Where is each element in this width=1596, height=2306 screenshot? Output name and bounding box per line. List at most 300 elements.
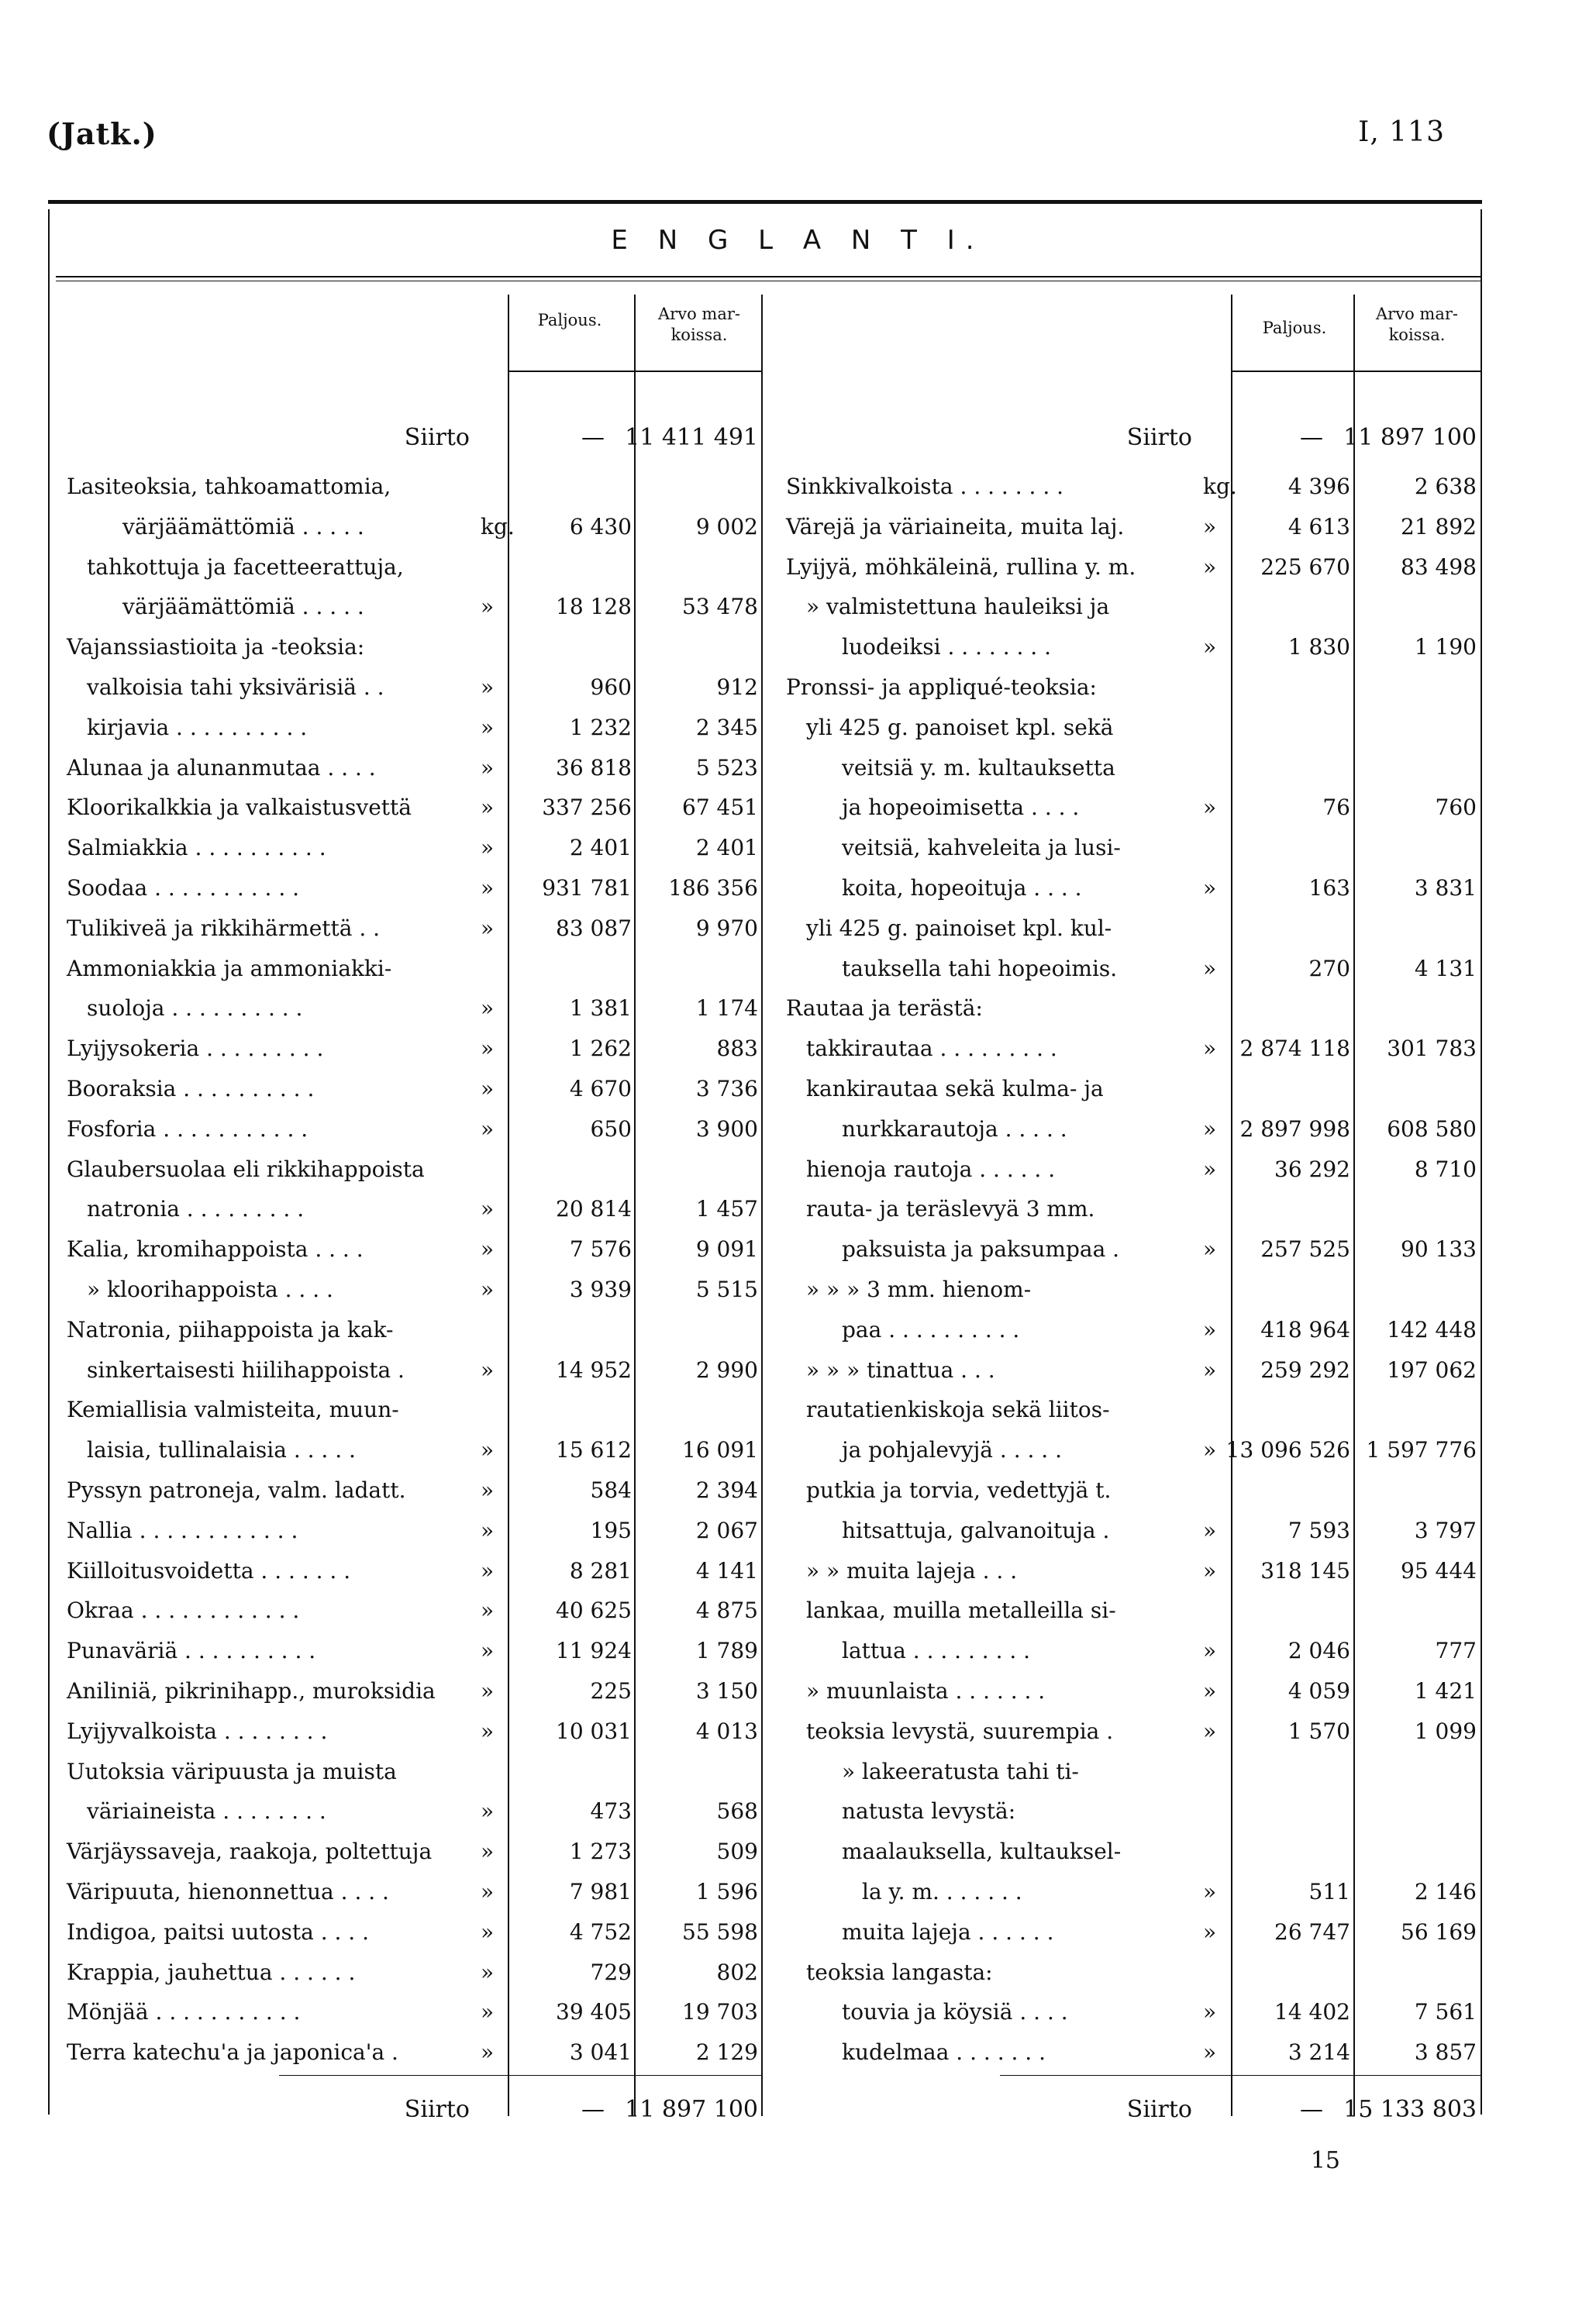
row-label: Alunaa ja alunanmutaa . . . . — [67, 754, 376, 781]
row-label: kirjavia . . . . . . . . . . — [87, 714, 308, 740]
left-table-row — [67, 1953, 758, 1992]
row-unit: » — [1203, 1879, 1217, 1904]
left-carry-in-row — [67, 419, 758, 457]
row-label: Natronia, piihappoista ja kak- — [67, 1316, 394, 1343]
right-table-row — [786, 1792, 1477, 1831]
left-table-row — [67, 467, 758, 506]
row-quantity: 4 396 — [1287, 474, 1350, 499]
right-table-row — [786, 1832, 1477, 1871]
row-quantity: 4 670 — [569, 1076, 632, 1101]
row-label: Fosforia . . . . . . . . . . . — [67, 1115, 309, 1142]
right-table-row — [786, 548, 1477, 587]
row-quantity: 259 292 — [1260, 1356, 1350, 1383]
row-value: 3 831 — [1414, 875, 1477, 901]
row-value: 56 169 — [1401, 1918, 1477, 1945]
right-table-row — [786, 869, 1477, 908]
row-label: Lasiteoksia, tahkoamattomia, — [67, 474, 391, 499]
left-table-row — [67, 788, 758, 827]
left-table-row — [67, 1029, 758, 1068]
row-unit: » — [1203, 1557, 1217, 1584]
row-value: 9 970 — [695, 915, 758, 941]
row-label: Väripuuta, hienonnettua . . . . — [67, 1879, 389, 1904]
page-header-left: (Jatk.) — [47, 116, 157, 151]
left-table-row — [67, 1150, 758, 1189]
left-table-row — [67, 1712, 758, 1751]
row-value: 1 789 — [695, 1638, 758, 1664]
row-label: Indigoa, paitsi uutosta . . . . — [67, 1918, 369, 1945]
row-quantity: 3 939 — [569, 1277, 632, 1302]
row-unit: » — [481, 594, 495, 620]
row-value: 2 638 — [1414, 474, 1477, 499]
right-table-row — [786, 1391, 1477, 1429]
row-quantity: 318 145 — [1260, 1557, 1350, 1584]
left-table-row — [67, 1632, 758, 1670]
left-table-row — [67, 668, 758, 707]
left-table-row — [67, 508, 758, 546]
row-label: » lakeeratusta tahi ti- — [842, 1758, 1079, 1784]
row-quantity: 584 — [590, 1477, 632, 1503]
row-quantity: 650 — [590, 1115, 632, 1142]
row-value: 568 — [716, 1798, 758, 1825]
top-rule — [48, 200, 1482, 204]
row-quantity: 2 874 118 — [1239, 1036, 1350, 1062]
title-rule — [56, 276, 1482, 277]
left-val-header-line1: Arvo mar- — [658, 305, 740, 323]
left-table-row — [67, 1591, 758, 1630]
row-unit: » — [481, 674, 495, 700]
row-label: Tulikiveä ja rikkihärmettä . . — [67, 915, 381, 941]
row-label: Kiilloitusvoidetta . . . . . . . — [67, 1557, 351, 1584]
row-quantity: 18 128 — [556, 594, 632, 620]
row-unit: » — [481, 1236, 495, 1263]
row-unit: kg. — [481, 513, 515, 539]
row-unit: » — [481, 754, 495, 781]
left-qty-header: Paljous. — [537, 311, 602, 329]
left-val-header-line2: koissa. — [670, 326, 728, 344]
row-label: paa . . . . . . . . . . — [842, 1316, 1020, 1343]
row-label: suoloja . . . . . . . . . . — [87, 995, 303, 1022]
row-label: Booraksia . . . . . . . . . . — [67, 1076, 315, 1101]
row-unit: » — [1203, 1437, 1217, 1463]
row-unit: » — [481, 1879, 495, 1904]
carry-in-qty: — — [1300, 424, 1323, 451]
row-label: hienoja rautoja . . . . . . — [806, 1156, 1056, 1182]
carry-out-qty: — — [1300, 2096, 1323, 2123]
right-table-row — [786, 1431, 1477, 1470]
row-quantity: 20 814 — [556, 1196, 632, 1222]
row-label: laisia, tullinalaisia . . . . . — [87, 1437, 356, 1463]
row-label: veitsiä y. m. kultauksetta — [842, 754, 1115, 781]
row-value: 608 580 — [1387, 1115, 1477, 1142]
row-label: » valmistettuna hauleiksi ja — [806, 594, 1110, 620]
row-label: Soodaa . . . . . . . . . . . — [67, 875, 300, 901]
row-value: 2 401 — [695, 835, 758, 861]
right-table-row — [786, 989, 1477, 1028]
row-label: luodeiksi . . . . . . . . — [842, 634, 1051, 660]
row-value: 53 478 — [682, 594, 758, 620]
right-table-row — [786, 1029, 1477, 1068]
row-unit: » — [481, 1598, 495, 1624]
row-quantity: 83 087 — [556, 915, 632, 941]
row-label: värjäämättömiä . . . . . — [122, 513, 364, 539]
row-label: » kloorihappoista . . . . — [87, 1277, 333, 1302]
row-label: Mönjää . . . . . . . . . . . — [67, 1999, 301, 2025]
left-table-row — [67, 989, 758, 1028]
right-table-row — [786, 708, 1477, 747]
row-quantity: 7 981 — [569, 1879, 632, 1904]
row-label: lankaa, muilla metalleilla si- — [806, 1598, 1116, 1624]
row-quantity: 76 — [1322, 795, 1350, 821]
row-value: 2 345 — [695, 714, 758, 740]
row-label: touvia ja köysiä . . . . — [842, 1999, 1068, 2025]
row-value: 55 598 — [682, 1918, 758, 1945]
carry-out-qty: — — [581, 2096, 605, 2123]
row-unit: » — [1203, 634, 1217, 660]
row-quantity: 6 430 — [569, 513, 632, 539]
row-quantity: 3 214 — [1287, 2039, 1350, 2066]
row-value: 1 596 — [695, 1879, 758, 1904]
row-label: väriaineista . . . . . . . . — [87, 1798, 326, 1825]
row-label: Pronssi- ja appliqué-teoksia: — [786, 674, 1097, 700]
row-label: muita lajeja . . . . . . — [842, 1918, 1054, 1945]
row-quantity: 13 096 526 — [1225, 1437, 1350, 1463]
row-label: Uutoksia väripuusta ja muista — [67, 1758, 397, 1784]
carry-in-qty: — — [581, 424, 605, 451]
row-quantity: 7 593 — [1287, 1517, 1350, 1543]
right-table-row — [786, 1672, 1477, 1711]
row-label: värjäämättömiä . . . . . — [122, 594, 364, 620]
row-value: 760 — [1435, 795, 1477, 821]
left-table-row — [67, 1351, 758, 1390]
row-unit: » — [481, 1277, 495, 1302]
row-quantity: 1 830 — [1287, 634, 1350, 660]
row-unit: » — [1203, 955, 1217, 981]
row-unit: » — [481, 1918, 495, 1945]
row-unit: » — [481, 875, 495, 901]
row-label: Lyijysokeria . . . . . . . . . — [67, 1036, 324, 1062]
row-label: rautatienkiskoja sekä liitos- — [806, 1397, 1110, 1423]
row-label: Värjäyssaveja, raakoja, poltettuja — [67, 1839, 433, 1865]
row-quantity: 729 — [590, 1959, 632, 1985]
left-bottom-rule — [279, 2075, 761, 2076]
row-unit: » — [481, 1356, 495, 1383]
row-unit: » — [1203, 875, 1217, 901]
row-label: veitsiä, kahveleita ja lusi- — [842, 835, 1121, 861]
left-table-row — [67, 829, 758, 867]
left-table-row — [67, 1672, 758, 1711]
right-val-header — [1355, 304, 1479, 346]
right-carry-in-row — [786, 419, 1477, 457]
right-table-row — [786, 788, 1477, 827]
row-value: 16 091 — [682, 1437, 758, 1463]
left-table-row — [67, 588, 758, 626]
right-table-row — [786, 1311, 1477, 1349]
row-quantity: 14 952 — [556, 1356, 632, 1383]
row-unit: » — [1203, 1999, 1217, 2025]
right-table-row — [786, 1511, 1477, 1550]
row-quantity: 2 401 — [569, 835, 632, 861]
right-table-row — [786, 1150, 1477, 1189]
row-value: 1 174 — [695, 995, 758, 1022]
row-quantity: 473 — [590, 1798, 632, 1825]
row-unit: » — [481, 795, 495, 821]
row-unit: » — [1203, 553, 1217, 580]
row-label: yli 425 g. painoiset kpl. kul- — [806, 915, 1112, 941]
row-label: maalauksella, kultauksel- — [842, 1839, 1122, 1865]
row-unit: » — [481, 995, 495, 1022]
row-unit: » — [1203, 1036, 1217, 1062]
row-quantity: 15 612 — [556, 1437, 632, 1463]
row-unit: » — [1203, 1115, 1217, 1142]
right-table-row — [786, 829, 1477, 867]
row-value: 3 900 — [695, 1115, 758, 1142]
right-table-row — [786, 1351, 1477, 1390]
row-unit: » — [1203, 1678, 1217, 1704]
row-label: putkia ja torvia, vedettyjä t. — [806, 1477, 1112, 1503]
right-table-row — [786, 668, 1477, 707]
left-table-row — [67, 548, 758, 587]
row-label: teoksia levystä, suurempia . — [806, 1718, 1114, 1744]
page-number: 15 — [1310, 2147, 1340, 2174]
row-value: 90 133 — [1401, 1236, 1477, 1263]
row-value: 197 062 — [1387, 1356, 1477, 1383]
row-unit: » — [1203, 1316, 1217, 1343]
row-value: 3 736 — [695, 1076, 758, 1101]
row-value: 883 — [716, 1036, 758, 1062]
row-unit: » — [1203, 1356, 1217, 1383]
row-value: 186 356 — [668, 875, 758, 901]
row-label: takkirautaa . . . . . . . . . — [806, 1036, 1057, 1062]
row-value: 95 444 — [1401, 1557, 1477, 1584]
right-table-row — [786, 950, 1477, 988]
left-table-row — [67, 1190, 758, 1229]
row-label: Glaubersuolaa eli rikkihappoista — [67, 1156, 425, 1182]
carry-in-label: Siirto — [404, 424, 470, 451]
row-unit: » — [481, 1999, 495, 2025]
row-quantity: 3 041 — [569, 2039, 632, 2066]
right-table-row — [786, 909, 1477, 948]
row-label: natusta levystä: — [842, 1798, 1016, 1825]
left-table-row — [67, 1832, 758, 1871]
row-label: Lyijyvalkoista . . . . . . . . — [67, 1718, 328, 1744]
row-value: 7 561 — [1414, 1999, 1477, 2025]
row-quantity: 40 625 — [556, 1598, 632, 1624]
row-quantity: 7 576 — [569, 1236, 632, 1263]
row-unit: » — [481, 1115, 495, 1142]
left-table-row — [67, 1431, 758, 1470]
left-table-row — [67, 749, 758, 788]
row-value: 802 — [716, 1959, 758, 1985]
row-label: tauksella tahi hopeoimis. — [842, 955, 1118, 981]
row-label: Vajanssiastioita ja -teoksia: — [67, 634, 365, 660]
row-unit: » — [481, 1076, 495, 1101]
left-table-row — [67, 1230, 758, 1269]
row-label: nurkkarautoja . . . . . — [842, 1115, 1067, 1142]
row-value: 912 — [716, 674, 758, 700]
row-unit: » — [481, 2039, 495, 2066]
row-label: Nallia . . . . . . . . . . . . — [67, 1517, 298, 1543]
right-table-row — [786, 1190, 1477, 1229]
row-value: 509 — [716, 1839, 758, 1865]
right-table-row — [786, 1753, 1477, 1791]
row-quantity: 1 381 — [569, 995, 632, 1022]
row-label: Rautaa ja terästä: — [786, 995, 983, 1022]
row-label: Salmiakkia . . . . . . . . . . — [67, 835, 326, 861]
row-label: Okraa . . . . . . . . . . . . — [67, 1598, 300, 1624]
row-unit: » — [481, 1517, 495, 1543]
row-quantity: 337 256 — [542, 795, 632, 821]
row-label: Aniliniä, pikrinihapp., muroksidia — [67, 1678, 436, 1704]
left-table-row — [67, 869, 758, 908]
row-label: Kalia, kromihappoista . . . . — [67, 1236, 364, 1263]
right-table-row — [786, 1270, 1477, 1309]
row-value: 3 797 — [1414, 1517, 1477, 1543]
row-unit: » — [481, 835, 495, 861]
row-label: Sinkkivalkoista . . . . . . . . — [786, 474, 1064, 499]
row-quantity: 257 525 — [1260, 1236, 1350, 1263]
row-value: 5 515 — [695, 1277, 758, 1302]
right-table-row — [786, 1873, 1477, 1911]
row-label: valkoisia tahi yksivärisiä . . — [87, 674, 384, 700]
row-quantity: 1 232 — [569, 714, 632, 740]
row-label: Terra katechu'a ja japonica'a . — [67, 2039, 398, 2066]
left-table-row — [67, 1792, 758, 1831]
row-quantity: 960 — [590, 674, 632, 700]
right-val-header-line2: koissa. — [1388, 326, 1446, 344]
row-unit: » — [1203, 1236, 1217, 1263]
left-table-row — [67, 628, 758, 667]
right-table-row — [786, 749, 1477, 788]
left-table-row — [67, 1270, 758, 1309]
row-quantity: 270 — [1308, 955, 1350, 981]
left-end-rule — [761, 295, 763, 2116]
row-quantity: 195 — [590, 1517, 632, 1543]
row-unit: » — [481, 1557, 495, 1584]
row-label: Krappia, jauhettua . . . . . . — [67, 1959, 356, 1985]
right-table-row — [786, 588, 1477, 626]
row-label: ja pohjalevyjä . . . . . — [842, 1437, 1063, 1463]
left-table-row — [67, 1471, 758, 1510]
row-quantity: 36 292 — [1274, 1156, 1350, 1182]
row-quantity: 1 570 — [1287, 1718, 1350, 1744]
row-label: kankirautaa sekä kulma- ja — [806, 1076, 1104, 1101]
carry-in-value: 11 411 491 — [625, 424, 758, 451]
row-value: 21 892 — [1401, 513, 1477, 539]
row-quantity: 2 046 — [1287, 1638, 1350, 1664]
row-value: 67 451 — [682, 795, 758, 821]
row-label: Värejä ja väriaineita, muita laj. — [786, 513, 1125, 539]
row-unit: » — [481, 1718, 495, 1744]
row-quantity: 39 405 — [556, 1999, 632, 2025]
row-unit: » — [481, 1798, 495, 1825]
right-carry-out-row — [786, 2091, 1477, 2129]
row-quantity: 418 964 — [1260, 1316, 1350, 1343]
row-value: 2 067 — [695, 1517, 758, 1543]
row-label: yli 425 g. panoiset kpl. sekä — [806, 714, 1114, 740]
right-table-row — [786, 628, 1477, 667]
row-unit: » — [481, 1959, 495, 1985]
row-value: 2 394 — [695, 1477, 758, 1503]
row-label: » » » tinattua . . . — [806, 1356, 995, 1383]
left-val-header — [637, 304, 761, 346]
row-value: 3 150 — [695, 1678, 758, 1704]
row-unit: » — [1203, 513, 1217, 539]
row-unit: » — [1203, 1638, 1217, 1664]
table-title: E N G L A N T I. — [611, 225, 985, 256]
left-table-row — [67, 1391, 758, 1429]
row-unit: » — [1203, 1718, 1217, 1744]
row-value: 1 597 776 — [1366, 1437, 1477, 1463]
right-table-row — [786, 1712, 1477, 1751]
row-quantity: 1 262 — [569, 1036, 632, 1062]
right-table-row — [786, 2033, 1477, 2072]
row-value: 8 710 — [1414, 1156, 1477, 1182]
row-quantity: 163 — [1308, 875, 1350, 901]
row-label: sinkertaisesti hiilihappoista . — [87, 1356, 405, 1383]
row-value: 142 448 — [1387, 1316, 1477, 1343]
right-val-header-line1: Arvo mar- — [1376, 305, 1458, 323]
row-label: Lyijyä, möhkäleinä, rullina y. m. — [786, 553, 1136, 580]
row-label: paksuista ja paksumpaa . — [842, 1236, 1120, 1263]
page-header-right: I, 113 — [1358, 116, 1445, 148]
row-label: Pyssyn patroneja, valm. ladatt. — [67, 1477, 406, 1503]
row-value: 2 990 — [695, 1356, 758, 1383]
right-header-rule — [1231, 371, 1481, 372]
row-quantity: 511 — [1308, 1879, 1350, 1904]
right-table-row — [786, 1110, 1477, 1149]
row-unit: » — [1203, 1918, 1217, 1945]
row-label: koita, hopeoituja . . . . — [842, 875, 1082, 901]
row-value: 9 002 — [695, 513, 758, 539]
row-value: 1 190 — [1414, 634, 1477, 660]
right-table-row — [786, 1953, 1477, 1992]
row-quantity: 1 273 — [569, 1839, 632, 1865]
row-label: » » muita lajeja . . . — [806, 1557, 1018, 1584]
row-unit: » — [481, 1839, 495, 1865]
row-quantity: 4 059 — [1287, 1678, 1350, 1704]
right-table-row — [786, 1591, 1477, 1630]
carry-in-label: Siirto — [1126, 424, 1192, 451]
row-unit: » — [481, 714, 495, 740]
row-quantity: 11 924 — [556, 1638, 632, 1664]
row-label: Kloorikalkkia ja valkaistusvettä — [67, 795, 412, 821]
row-value: 2 146 — [1414, 1879, 1477, 1904]
row-label: tahkottuja ja facetteerattuja, — [87, 553, 404, 580]
right-table-row — [786, 508, 1477, 546]
row-unit: » — [1203, 795, 1217, 821]
row-label: » muunlaista . . . . . . . — [806, 1678, 1046, 1704]
row-value: 2 129 — [695, 2039, 758, 2066]
row-value: 1 457 — [695, 1196, 758, 1222]
right-table-row — [786, 1230, 1477, 1269]
row-unit: » — [481, 1437, 495, 1463]
row-label: lattua . . . . . . . . . — [842, 1638, 1031, 1664]
row-unit: kg. — [1203, 474, 1237, 499]
left-table-row — [67, 1110, 758, 1149]
right-table-row — [786, 1913, 1477, 1952]
row-unit: » — [481, 1036, 495, 1062]
row-value: 19 703 — [682, 1999, 758, 2025]
row-value: 4 141 — [695, 1557, 758, 1584]
row-value: 5 523 — [695, 754, 758, 781]
row-value: 4 013 — [695, 1718, 758, 1744]
left-table-row — [67, 2033, 758, 2072]
left-table-row — [67, 950, 758, 988]
row-value: 4 875 — [695, 1598, 758, 1624]
row-quantity: 225 670 — [1260, 553, 1350, 580]
row-label: rauta- ja teräslevyä 3 mm. — [806, 1196, 1095, 1222]
left-table-row — [67, 909, 758, 948]
